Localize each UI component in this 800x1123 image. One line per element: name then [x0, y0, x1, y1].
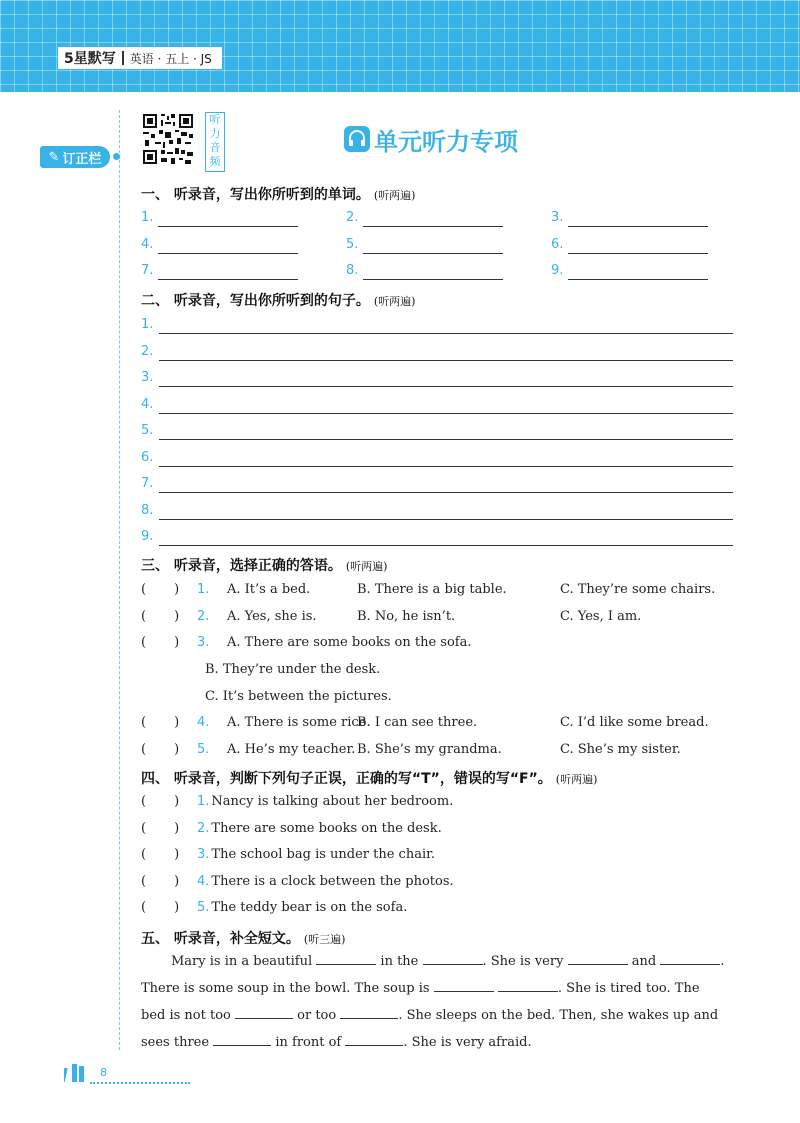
correction-label: 订正栏 — [62, 151, 102, 167]
sentence-blank[interactable] — [159, 373, 733, 387]
option-c[interactable]: C. She’s my sister. — [560, 741, 681, 757]
question-number: 4. — [197, 715, 210, 730]
question-number: 3. — [197, 635, 210, 650]
binding-line — [119, 110, 120, 1050]
answer-blank[interactable] — [660, 963, 720, 965]
section4-title — [141, 768, 597, 788]
subject-label: 英语 · 五上 · JS — [129, 51, 212, 66]
word-number: 8. — [346, 263, 359, 278]
answer-paren[interactable]: ( ) — [141, 582, 180, 597]
answer-paren[interactable]: ( ) — [141, 873, 180, 889]
answer-blank[interactable] — [423, 963, 483, 965]
sentence-number: 3. — [141, 370, 154, 385]
divider — [122, 51, 124, 65]
question-number: 2. — [197, 608, 210, 624]
answer-blank[interactable] — [345, 1044, 403, 1046]
option-a[interactable]: A. It’s a bed. — [227, 582, 311, 597]
word-number: 1. — [141, 210, 154, 225]
option-b[interactable]: B. I can see three. — [357, 715, 478, 730]
choice-item — [141, 715, 209, 730]
section3-heading: 三、 听录音，选择正确的答语。 — [141, 558, 342, 574]
cloze-text: sees three — [141, 1035, 210, 1050]
option-b[interactable]: B. They’re under the desk. — [205, 662, 381, 677]
section1-title — [141, 184, 415, 204]
answer-paren[interactable]: ( ) — [141, 847, 180, 862]
sentence-blank[interactable] — [159, 347, 733, 361]
tf-item — [141, 794, 453, 809]
tf-item — [141, 874, 454, 889]
dot-icon — [113, 153, 120, 160]
sentence-blank[interactable] — [159, 532, 733, 546]
section1-note: (听两遍) — [373, 189, 416, 202]
section3-note: (听两遍) — [345, 560, 388, 573]
sentence-number: 4. — [141, 396, 154, 412]
section5-note: (听三遍) — [303, 933, 346, 946]
question-number: 3. — [197, 847, 210, 862]
answer-blank[interactable] — [213, 1044, 271, 1046]
answer-paren[interactable]: ( ) — [141, 794, 180, 809]
sentence-number: 1. — [141, 317, 154, 332]
answer-paren[interactable]: ( ) — [141, 635, 180, 650]
section1-heading: 一、 听录音，写出你所听到的单词。 — [141, 187, 370, 203]
option-c[interactable]: C. It’s between the pictures. — [205, 689, 392, 704]
sentence-blank[interactable] — [159, 320, 733, 334]
section2-title — [141, 290, 415, 310]
tf-item — [141, 847, 435, 862]
word-number: 6. — [551, 237, 564, 252]
answer-blank[interactable] — [498, 990, 558, 992]
sentence-blank[interactable] — [159, 453, 733, 467]
word-blank[interactable] — [158, 240, 298, 254]
choice-item — [141, 582, 209, 597]
statement-text: Nancy is talking about her bedroom. — [211, 794, 454, 809]
sentence-number: 9. — [141, 529, 154, 544]
word-blank[interactable] — [363, 213, 503, 227]
option-b[interactable]: B. No, he isn’t. — [357, 608, 456, 624]
section5-heading: 五、 听录音，补全短文。 — [141, 931, 300, 947]
sentence-blank[interactable] — [159, 426, 733, 440]
answer-paren[interactable]: ( ) — [141, 741, 180, 757]
section5-title — [141, 928, 345, 948]
cloze-paragraph — [141, 948, 736, 1056]
answer-blank[interactable] — [235, 1017, 293, 1019]
word-number: 5. — [346, 237, 359, 252]
page-title — [344, 124, 518, 154]
cloze-text: in the — [380, 954, 419, 969]
header-banner — [0, 0, 800, 92]
pencil-icon: ✎ — [48, 149, 60, 165]
question-number: 4. — [197, 873, 210, 889]
word-blank[interactable] — [568, 266, 708, 280]
option-c[interactable]: C. They’re some chairs. — [560, 582, 716, 597]
sentence-number: 7. — [141, 476, 154, 491]
correction-tab — [40, 146, 110, 168]
option-a[interactable]: A. There are some books on the sofa. — [227, 635, 472, 650]
answer-blank[interactable] — [434, 990, 494, 992]
qr-code-icon[interactable] — [141, 112, 195, 166]
option-b[interactable]: B. She’s my grandma. — [357, 741, 502, 757]
section4-note: (听两遍) — [555, 773, 598, 786]
option-a[interactable]: A. He’s my teacher. — [227, 741, 356, 757]
question-number: 1. — [197, 794, 210, 809]
cloze-text: . She is very — [482, 954, 564, 969]
answer-paren[interactable]: ( ) — [141, 900, 180, 915]
cloze-text: . She sleeps on the bed. Then, she wakes up and — [398, 1008, 719, 1023]
word-blank[interactable] — [568, 213, 708, 227]
sentence-number: 8. — [141, 502, 154, 518]
choice-item — [141, 635, 209, 650]
page-number: 8 — [100, 1066, 107, 1079]
section4-heading: 四、 听录音，判断下列句子正误，正确的写“T”，错误的写“F”。 — [141, 771, 552, 787]
statement-text: The teddy bear is on the sofa. — [211, 900, 408, 915]
cloze-text: in front of — [275, 1035, 342, 1050]
footer-divider — [90, 1082, 190, 1084]
tf-item — [141, 821, 442, 836]
word-number: 2. — [346, 210, 359, 225]
option-a[interactable]: A. Yes, she is. — [227, 608, 317, 624]
word-blank[interactable] — [363, 240, 503, 254]
answer-blank[interactable] — [340, 1017, 398, 1019]
cloze-line — [141, 1002, 736, 1029]
question-number: 2. — [197, 820, 210, 836]
statement-text: There are some books on the desk. — [211, 820, 442, 836]
cloze-line — [141, 948, 736, 975]
headphones-icon — [344, 126, 370, 152]
section2-heading: 二、 听录音，写出你所听到的句子。 — [141, 293, 370, 309]
cloze-text: . — [720, 954, 725, 969]
cloze-text: or too — [297, 1008, 337, 1023]
word-blank[interactable] — [568, 240, 708, 254]
cloze-text: . She is very afraid. — [403, 1035, 532, 1050]
statement-text: There is a clock between the photos. — [211, 873, 454, 889]
book-tab — [58, 47, 222, 69]
cloze-text: and — [631, 954, 657, 969]
sentence-blank[interactable] — [159, 400, 733, 414]
question-number: 1. — [197, 582, 210, 597]
option-c[interactable]: C. I’d like some bread. — [560, 715, 709, 730]
question-number: 5. — [197, 900, 210, 915]
sentence-number: 5. — [141, 423, 154, 438]
section3-title — [141, 555, 387, 575]
qr-audio-label: 听力音频 — [205, 112, 225, 172]
answer-blank[interactable] — [568, 963, 628, 965]
sentence-number: 2. — [141, 343, 154, 359]
answer-paren[interactable]: ( ) — [141, 715, 180, 730]
section2-note: (听两遍) — [373, 295, 416, 308]
answer-blank[interactable] — [316, 963, 376, 965]
answer-paren[interactable]: ( ) — [141, 820, 180, 836]
statement-text: The school bag is under the chair. — [211, 847, 436, 862]
word-blank[interactable] — [158, 213, 298, 227]
choice-item — [141, 742, 209, 757]
sentence-blank[interactable] — [159, 479, 733, 493]
word-number: 7. — [141, 263, 154, 278]
books-icon — [64, 1062, 92, 1086]
option-a[interactable]: A. There is some rice. — [227, 715, 371, 730]
book-name: 5星默写 — [64, 51, 116, 67]
option-c[interactable]: C. Yes, I am. — [560, 608, 642, 624]
word-blank[interactable] — [158, 266, 298, 280]
word-blank[interactable] — [363, 266, 503, 280]
word-number: 9. — [551, 263, 564, 278]
cloze-text: bed is not too — [141, 1008, 231, 1023]
choice-item — [141, 609, 209, 624]
tf-item — [141, 900, 407, 915]
word-number: 4. — [141, 237, 154, 252]
sentence-blank[interactable] — [159, 506, 733, 520]
question-number: 5. — [197, 741, 210, 757]
answer-paren[interactable]: ( ) — [141, 608, 180, 624]
option-b[interactable]: B. There is a big table. — [357, 582, 507, 597]
cloze-text: Mary is in a beautiful — [171, 954, 313, 969]
sentence-number: 6. — [141, 449, 154, 465]
title-text: 单元听力专项 — [374, 127, 518, 156]
cloze-text: . She is tired too. The — [557, 981, 700, 996]
cloze-text: There is some soup in the bowl. The soup is — [141, 981, 430, 996]
cloze-line — [141, 1029, 736, 1056]
cloze-line — [141, 975, 736, 1002]
word-number: 3. — [551, 210, 564, 225]
